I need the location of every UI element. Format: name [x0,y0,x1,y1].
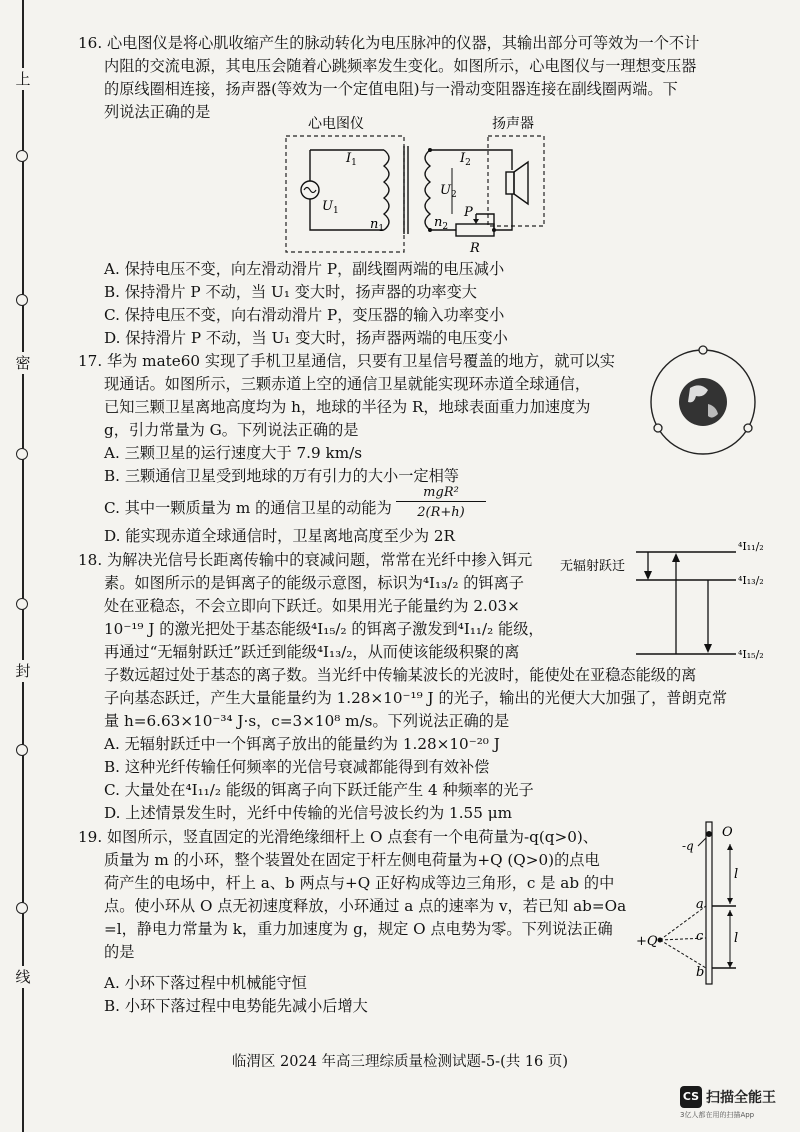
q19-line-1: 19. 如图所示，竖直固定的光滑绝缘细杆上 O 点套有一个电荷量为-q(q>0)、 [78,828,598,846]
b-label: b [696,965,705,980]
watermark-name: 扫描全能王 [706,1090,776,1106]
satellite-icon [744,424,752,432]
u2-label: $U_2$ [440,183,457,200]
q18-line-2: 素。如图所示的是铒离子的能级示意图，标识为⁴I₁₃/₂ 的铒离子 [104,574,524,592]
q17-option-a: A. 三颗卫星的运行速度大于 7.9 km/s [104,444,363,462]
q16-line-2: 内阻的交流电源，其电压会随着心跳频率发生变化。如图所示，心电图仪与一理想变压器 [104,57,697,75]
satellite-orbit-figure [628,342,778,462]
q18-option-b: B. 这种光纤传输任何频率的光信号衰减都能得到有效补偿 [104,758,490,776]
q19-line-4: 点。使小环从 O 点无初速度释放，小环通过 a 点的速率为 v，若已知 ab=Oa [104,897,627,915]
q18-line-4: 10⁻¹⁹ J 的激光把处于基态能级⁴I₁₅/₂ 的铒离子激发到⁴I₁₁/₂ 能级， [104,620,544,638]
r-label: R [470,241,480,256]
secondary-coil [425,150,430,230]
i1-label: $I_1$ [346,151,357,168]
p-label: P [464,205,473,220]
o-label: O [722,825,733,840]
l2-label: l [734,931,739,946]
margin-label-feng: 封 [8,660,38,682]
q17-fraction-numerator: mgR² [396,484,486,502]
q18-line-1: 18. 为解决光信号长距离传输中的衰减问题，常常在光纤中掺入铒元 [78,551,533,569]
rheostat-icon [456,224,494,236]
i2-label: $I_2$ [460,151,471,168]
q16-option-d: D. 保持滑片 P 不动，当 U₁ 变大时，扬声器两端的电压变小 [104,329,508,347]
speaker-label: 扬声器 [492,116,534,132]
q16-option-b: B. 保持滑片 P 不动，当 U₁ 变大时，扬声器的功率变大 [104,283,477,301]
q18-option-a: A. 无辐射跃迁中一个铒离子放出的能量约为 1.28×10⁻²⁰ J [104,735,500,753]
binding-margin [0,0,50,1132]
speaker-icon [506,172,514,194]
q17-option-b: B. 三颗通信卫星受到地球的万有引力的大小一定相等 [104,467,459,485]
q19-option-a: A. 小环下落过程中机械能守恒 [104,974,307,992]
page-footer: 临渭区 2024 年高三理综质量检测试题-5-(共 16 页) [231,1054,569,1070]
point-charge-icon [658,938,663,943]
scanner-watermark [676,1084,796,1124]
q18-line-3: 处在亚稳态，不会立即向下跃迁。如果用光子能量约为 2.03× [104,597,520,615]
margin-circle [16,744,28,756]
level-top-label: ⁴I₁₁/₂ [738,540,764,553]
watermark-sub: 3亿人都在用的扫描App [680,1111,755,1119]
u1-label: $U_1$ [322,199,339,216]
margin-line [22,0,24,1132]
a-label: a [696,897,704,912]
insulating-rod [706,822,712,984]
q17-line-2: 现通话。如图所示，三颗赤道上空的通信卫星就能实现环赤道全球通信， [104,375,590,393]
satellite-icon [699,346,707,354]
q17-fraction-denominator: 2(R+h) [417,505,465,520]
q16-line-1: 16. 心电图仪是将心肌收缩产生的脉动转化为电压脉冲的仪器，其输出部分可等效为一个不计 [78,34,700,52]
q17-option-c: C. 其中一颗质量为 m 的通信卫星的动能为 [104,499,392,517]
q18-line-5: 再通过“无辐射跃迁”跃迁到能级⁴I₁₃/₂，从而使该能级积聚的离 [104,643,520,661]
q17-option-d: D. 能实现赤道全球通信时，卫星离地高度至少为 2R [104,527,455,545]
margin-circle [16,150,28,162]
q19-line-3: 荷产生的电场中，杆上 a、b 两点与+Q 正好构成等边三角形，c 是 ab 的中 [104,874,615,892]
q16-line-4: 列说法正确的是 [104,103,211,121]
ring-icon [706,831,712,837]
q19-line-2: 质量为 m 的小环，整个装置处在固定于杆左侧电荷量为+Q (Q>0)的点电 [104,851,600,869]
charged-ring-rod-figure [636,818,756,990]
plus-q-label: +Q [636,934,658,949]
margin-label-mi: 密 [8,352,38,374]
margin-circle [16,294,28,306]
cs-logo-icon: CS [680,1086,702,1108]
margin-label-xian: 线 [8,966,38,988]
margin-circle [16,598,28,610]
q18-line-8: 量 h=6.63×10⁻³⁴ J·s，c=3×10⁸ m/s。下列说法正确的是 [104,712,510,730]
q17-line-3: 已知三颗卫星离地高度均为 h，地球的半径为 R，地球表面重力加速度为 [104,398,591,416]
q16-option-a: A. 保持电压不变，向左滑动滑片 P，副线圈两端的电压减小 [104,260,505,278]
energy-level-figure [558,540,778,664]
n2-label: $n_2$ [434,215,449,232]
nonradiative-label: 无辐射跃迁 [560,559,626,574]
minus-q-label: -q [682,839,694,853]
margin-circle [16,448,28,460]
c-label: c [696,929,704,944]
q18-option-c: C. 大量处在⁴I₁₁/₂ 能级的铒离子向下跃迁能产生 4 种频率的光子 [104,781,534,799]
q17-line-1: 17. 华为 mate60 实现了手机卫星通信，只要有卫星信号覆盖的地方，就可以实 [78,352,615,370]
earth-icon [679,378,727,426]
transformer-circuit-figure [280,110,550,260]
ecg-label: 心电图仪 [308,116,364,132]
q16-line-3: 的原线圈相连接，扬声器(等效为一个定值电阻)与一滑动变阻器连接在副线圈两端。下 [104,80,678,98]
q18-line-7: 子向基态跃迁，产生大量能量约为 1.28×10⁻¹⁹ J 的光子，输出的光便大大加强了，普朗克常 [104,689,728,707]
l1-label: l [734,867,739,882]
level-mid-label: ⁴I₁₃/₂ [738,574,764,587]
margin-circle [16,902,28,914]
q19-option-b: B. 小环下落过程中电势能先减小后增大 [104,997,368,1015]
q16-option-c: C. 保持电压不变，向右滑动滑片 P，变压器的输入功率变小 [104,306,505,324]
level-bot-label: ⁴I₁₅/₂ [738,648,764,661]
n1-label: $n_1$ [370,217,385,234]
primary-coil [384,150,389,230]
q18-line-6: 子数远超过处于基态的离子数。当光纤中传输某波长的光波时，能使处在亚稳态能级的离 [104,666,697,684]
q18-option-d: D. 上述情景发生时，光纤中传输的光信号波长约为 1.55 μm [104,804,512,822]
satellite-icon [654,424,662,432]
q17-line-4: g，引力常量为 G。下列说法正确的是 [104,421,359,439]
q19-line-6: 的是 [104,943,135,961]
margin-label-shang: 上 [8,68,38,90]
q19-line-5: =l，静电力常量为 k，重力加速度为 g，规定 O 点电势为零。下列说法正确 [104,920,613,938]
